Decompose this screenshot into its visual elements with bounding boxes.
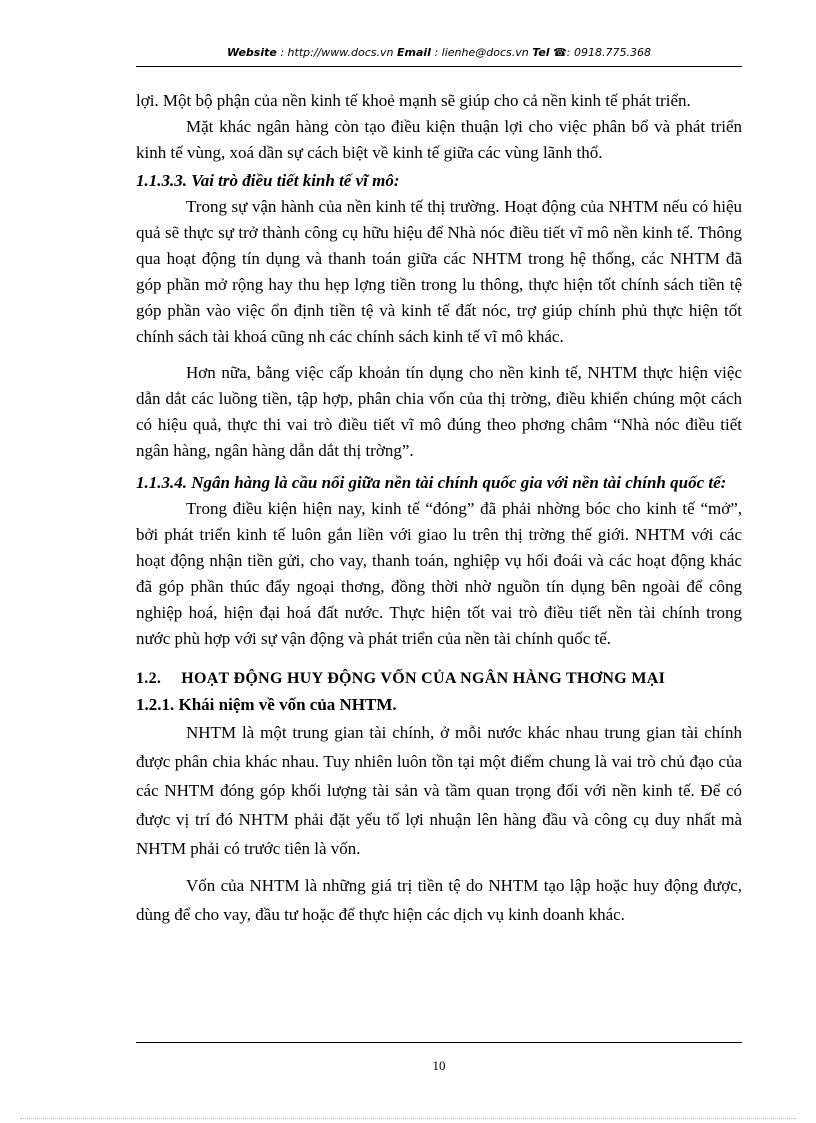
header-rule bbox=[136, 66, 742, 67]
footer-rule bbox=[136, 1042, 742, 1043]
website-value: : http://www.docs.vn bbox=[280, 46, 394, 59]
heading-121: 1.2.1. Khái niệm về vốn của NHTM. bbox=[136, 695, 397, 714]
website-label: Website bbox=[227, 46, 277, 59]
paragraph-macro-regulation: Trong sự vận hành của nền kinh tế thị trường. Hoạt động của NHTM nếu có hiệu quả sẽ thực sự trở thành công cụ hữu hiệu để Nhà nóc điều tiết vĩ mô nền kinh tế. Thông qua hoạt động tín dụng và thanh toán giữa các NHTM trong hệ thống, các NHTM đã góp phần mở rộng hay thu hẹp lợng tiền trong lu thông, thực hiện tốt chính sách tiền tệ góp phần vào việc ổn định tiền tệ và kinh tế đất nóc, trợ giúp chính phủ thực hiện tốt chính sách tài khoá cũng nh các chính sách kinh tế vĩ mô khác. bbox=[136, 197, 742, 346]
heading-1133: 1.1.3.3. Vai trò điều tiết kinh tế vĩ mô: bbox=[136, 171, 400, 190]
paragraph-credit-flow: Hơn nữa, bằng việc cấp khoản tín dụng cho nền kinh tế, NHTM thực hiện việc dẫn dắt các luồng tiền, tập hợp, phân chia vốn của thị trờng, điều khiển chúng một cách có hiệu quả, thực thi vai trò điều tiết vĩ mô đúng theo phơng châm “Nhà nóc điều tiết ngân hàng, ngân hàng dẫn dắt thị trờng”. bbox=[136, 363, 742, 460]
heading-12 bbox=[136, 666, 742, 692]
page-header bbox=[136, 46, 742, 59]
phone-icon: ☎ bbox=[553, 46, 567, 59]
heading-12-number: 1.2. bbox=[136, 670, 162, 687]
email-value: : lienhe@docs.vn bbox=[434, 46, 529, 59]
tel-label: Tel bbox=[532, 46, 550, 59]
spacer bbox=[136, 350, 742, 360]
email-label: Email bbox=[397, 46, 431, 59]
paragraph-international-finance: Trong điều kiện hiện nay, kinh tế “đóng” đã phải nhờng bóc cho kinh tế “mở”, bởi phát triển kinh tế luôn gắn liền với giao lu trên thị trờng thế giới. NHTM với các hoạt động nhận tiền gửi, cho vay, thanh toán, nghiệp vụ hối đoái và các hoạt động khác đã góp phần thúc đẩy ngoại thơng, đồng thời nhờ nguồn tín dụng bên ngoài để công nghiệp hoá, hiện đại hoá đất nước. Thực hiện tốt vai trò điều tiết nền tài chính trong nước phù hợp với sự vận động và phát triển của nền tài chính quốc tế. bbox=[136, 499, 742, 648]
page-edge-dotted-line bbox=[20, 1118, 796, 1119]
section-121-body bbox=[136, 718, 742, 929]
page-number: 10 bbox=[432, 1058, 446, 1073]
tel-value: : 0918.775.368 bbox=[566, 46, 651, 59]
page-content bbox=[136, 88, 742, 929]
paragraph-regional-development: Mặt khác ngân hàng còn tạo điều kiện thuận lợi cho việc phân bổ và phát triển kinh tế vùng, xoá dần sự cách biệt về kinh tế giữa các vùng lãnh thổ. bbox=[136, 117, 742, 162]
paragraph-financial-intermediary: NHTM là một trung gian tài chính, ở mỗi nước khác nhau trung gian tài chính được phân chia khác nhau. Tuy nhiên luôn tồn tại một điểm chung là vai trò chủ đạo của các NHTM đóng góp khối lượng tài sản và tầm quan trọng đối với nền kinh tế. Để có được vị trí đó NHTM phải đặt yếu tố lợi nhuận lên hàng đầu và công cụ duy nhất mà NHTM phải có trước tiên là vốn. bbox=[136, 723, 742, 858]
heading-1134: 1.1.3.4. Ngân hàng là cầu nối giữa nền tài chính quốc gia với nền tài chính quốc tế: bbox=[136, 473, 727, 492]
heading-12-text: HOẠT ĐỘNG HUY ĐỘNG VỐN CỦA NGÂN HÀNG THƠNG MẠI bbox=[181, 670, 666, 687]
paragraph-continuation: lợi. Một bộ phận của nền kinh tế khoẻ mạnh sẽ giúp cho cả nền kinh tế phát triển. bbox=[136, 91, 691, 110]
paragraph-capital-definition: Vốn của NHTM là những giá trị tiền tệ do NHTM tạo lập hoặc huy động được, dùng để cho vay, đầu tư hoặc để thực hiện các dịch vụ kinh doanh khác. bbox=[136, 876, 742, 924]
